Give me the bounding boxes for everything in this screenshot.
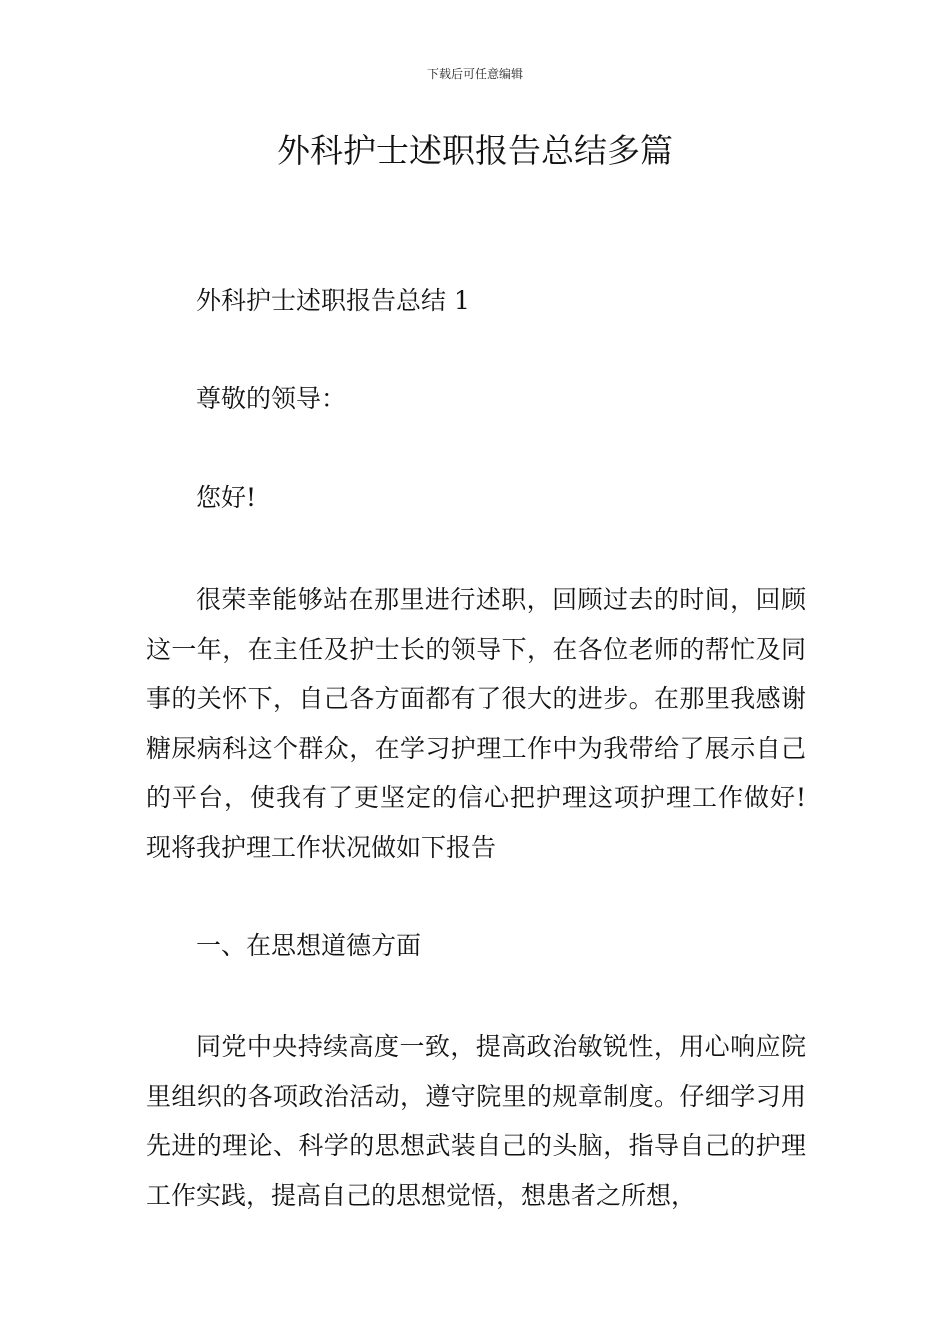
body-paragraph: 同党中央持续高度一致，提高政治敏锐性，用心响应院里组织的各项政治活动，遵守院里的规章制度。仔细学习用先进的理论、科学的思想武装自己的头脑，指导自己的护理工作实践，提高自己的思想觉悟，想患者之所想， [146,1032,806,1210]
document-title: 外科护士述职报告总结多篇 [277,131,673,170]
section-heading: 一、在思想道德方面 [196,931,422,960]
report-subtitle: 外科护士述职报告总结 1 [196,286,470,315]
download-note: 下载后可任意编辑 [426,67,523,81]
greeting: 您好! [196,483,257,512]
salutation: 尊敬的领导： [196,384,347,413]
intro-paragraph: 很荣幸能够站在那里进行述职，回顾过去的时间，回顾这一年，在主任及护士长的领导下，在各位老师的帮忙及同事的关怀下，自己各方面都有了很大的进步。在那里我感谢糖尿病科这个群众，在学习护理工作中为我带给了展示自己的平台，使我有了更坚定的信心把护理这项护理工作做好!现将我护理工作状况做如下报告 [146,585,806,862]
